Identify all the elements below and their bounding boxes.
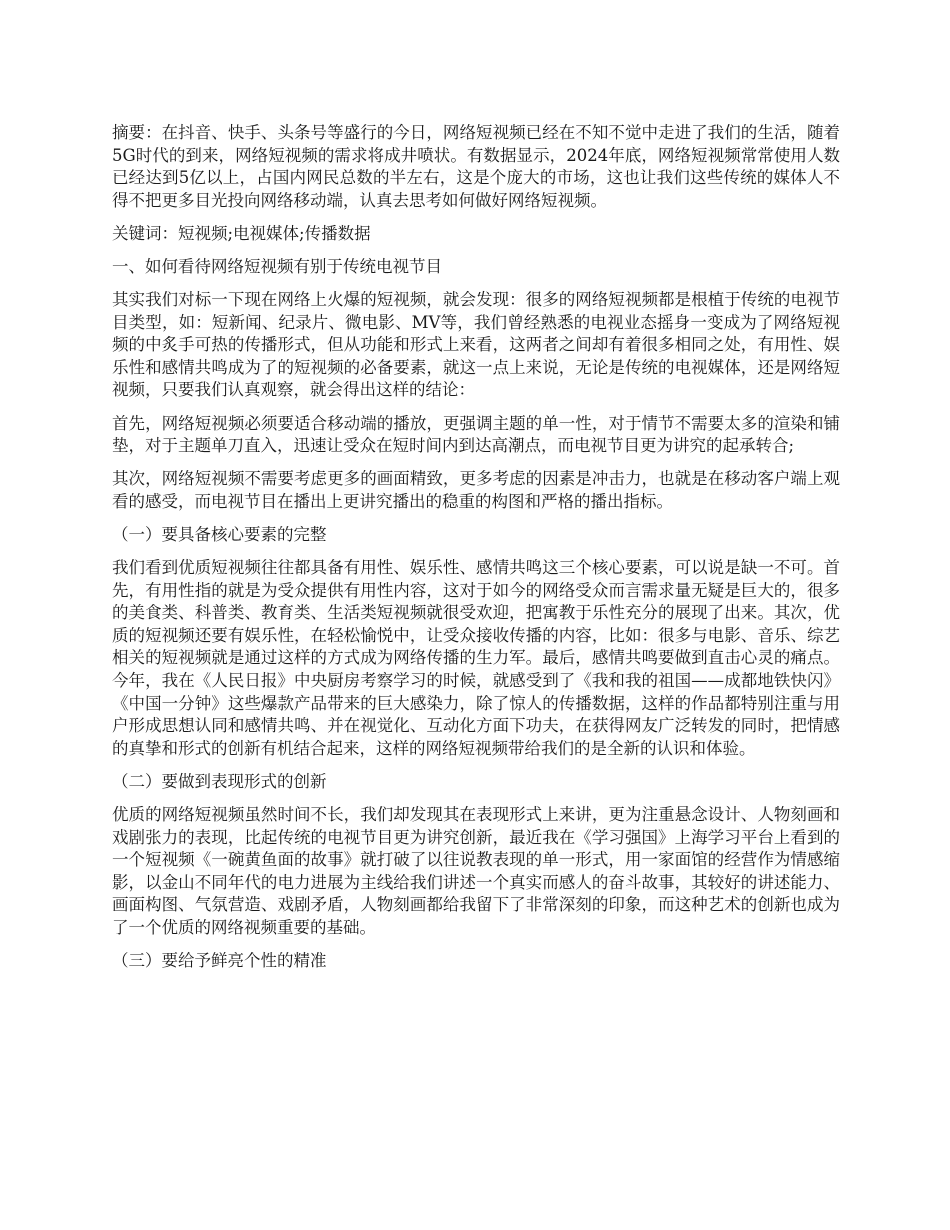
- body-paragraph-5: 优质的网络短视频虽然时间不长，我们却发现其在表现形式上来讲，更为注重悬念设计、人物刻画和戏剧张力的表现，比起传统的电视节目更为讲究创新，最近我在《学习强国》上海学习平台上看到的一个短视频《一碗黄鱼面的故事》就打破了以往说教表现的单一形式，用一家面馆的经营作为情感缩影，以金山不同年代的电力进展为主线给我们讲述一个真实而感人的奋斗故事，其较好的讲述能力、画面构图、气氛营造、戏剧矛盾，人物刻画都给我留下了非常深刻的印象，而这种艺术的创新也成为了一个优质的网络视频重要的基础。: [112, 804, 840, 937]
- section-heading-1: 一、如何看待网络短视频有别于传统电视节目: [112, 256, 442, 276]
- subsection-heading-3: （三）要给予鲜亮个性的精准: [112, 951, 327, 970]
- document-page: [112, 122, 840, 983]
- body-paragraph-1: 其实我们对标一下现在网络上火爆的短视频，就会发现：很多的网络短视频都是根植于传统的电视节目类型，如：短新闻、纪录片、微电影、MV等，我们曾经熟悉的电视业态摇身一变成为了网络短视频的中炙手可热的传播形式，但从功能和形式上来看，这两者之间却有着很多相同之处，有用性、娱乐性和感情共鸣成为了的短视频的必备要素，就这一点上来说，无论是传统的电视媒体，还是网络短视频，只要我们认真观察，就会得出这样的结论：: [112, 290, 840, 400]
- abstract-paragraph: 摘要：在抖音、快手、头条号等盛行的今日，网络短视频已经在不知不觉中走进了我们的生活，随着5G时代的到来，网络短视频的需求将成井喷状。有数据显示，2024年底，网络短视频常常使用人数已经达到5亿以上，占国内网民总数的半左右，这是个庞大的市场，这也让我们这些传统的媒体人不得不把更多目光投向网络移动端，认真去思考如何做好网络短视频。: [112, 123, 840, 210]
- subsection-heading-2: （二）要做到表现形式的创新: [112, 771, 327, 791]
- subsection-heading-1: （一）要具备核心要素的完整: [112, 524, 327, 544]
- body-paragraph-3: 其次，网络短视频不需要考虑更多的画面精致，更多考虑的因素是冲击力，也就是在移动客户端上观看的感受，而电视节目在播出上更讲究播出的稳重的构图和严格的播出指标。: [112, 469, 840, 511]
- body-paragraph-2: 首先，网络短视频必须要适合移动端的播放，更强调主题的单一性，对于情节不需要太多的渲染和铺垫，对于主题单刀直入，迅速让受众在短时间内到达高潮点，而电视节目更为讲究的起承转合;: [112, 413, 840, 456]
- body-paragraph-4: 我们看到优质短视频往往都具备有用性、娱乐性、感情共鸣这三个核心要素，可以说是缺一不可。首先，有用性指的就是为受众提供有用性内容，这对于如今的网络受众而言需求量无疑是巨大的，很多的美食类、科普类、教育类、生活类短视频就很受欢迎，把寓教于乐性充分的展现了出来。其次，优质的短视频还要有娱乐性，在轻松愉悦中，让受众接收传播的内容，比如：很多与电影、音乐、综艺相关的短视频就是通过这样的方式成为网络传播的生力军。最后，感情共鸣要做到直击心灵的痛点。今年，我在《人民日报》中央厨房考察学习的时候，就感受到了《我和我的祖国——成都地铁快闪》《中国一分钟》这些爆款产品带来的巨大感染力，除了惊人的传播数据，这样的作品都特别注重与用户形成思想认同和感情共鸣、并在视觉化、互动化方面下功夫，在获得网友广泛转发的同时，把情感的真挚和形式的创新有机结合起来，这样的网络短视频带给我们的是全新的认识和体验。: [112, 558, 840, 758]
- keywords-line: 关键词：短视频;电视媒体;传播数据: [112, 223, 371, 243]
